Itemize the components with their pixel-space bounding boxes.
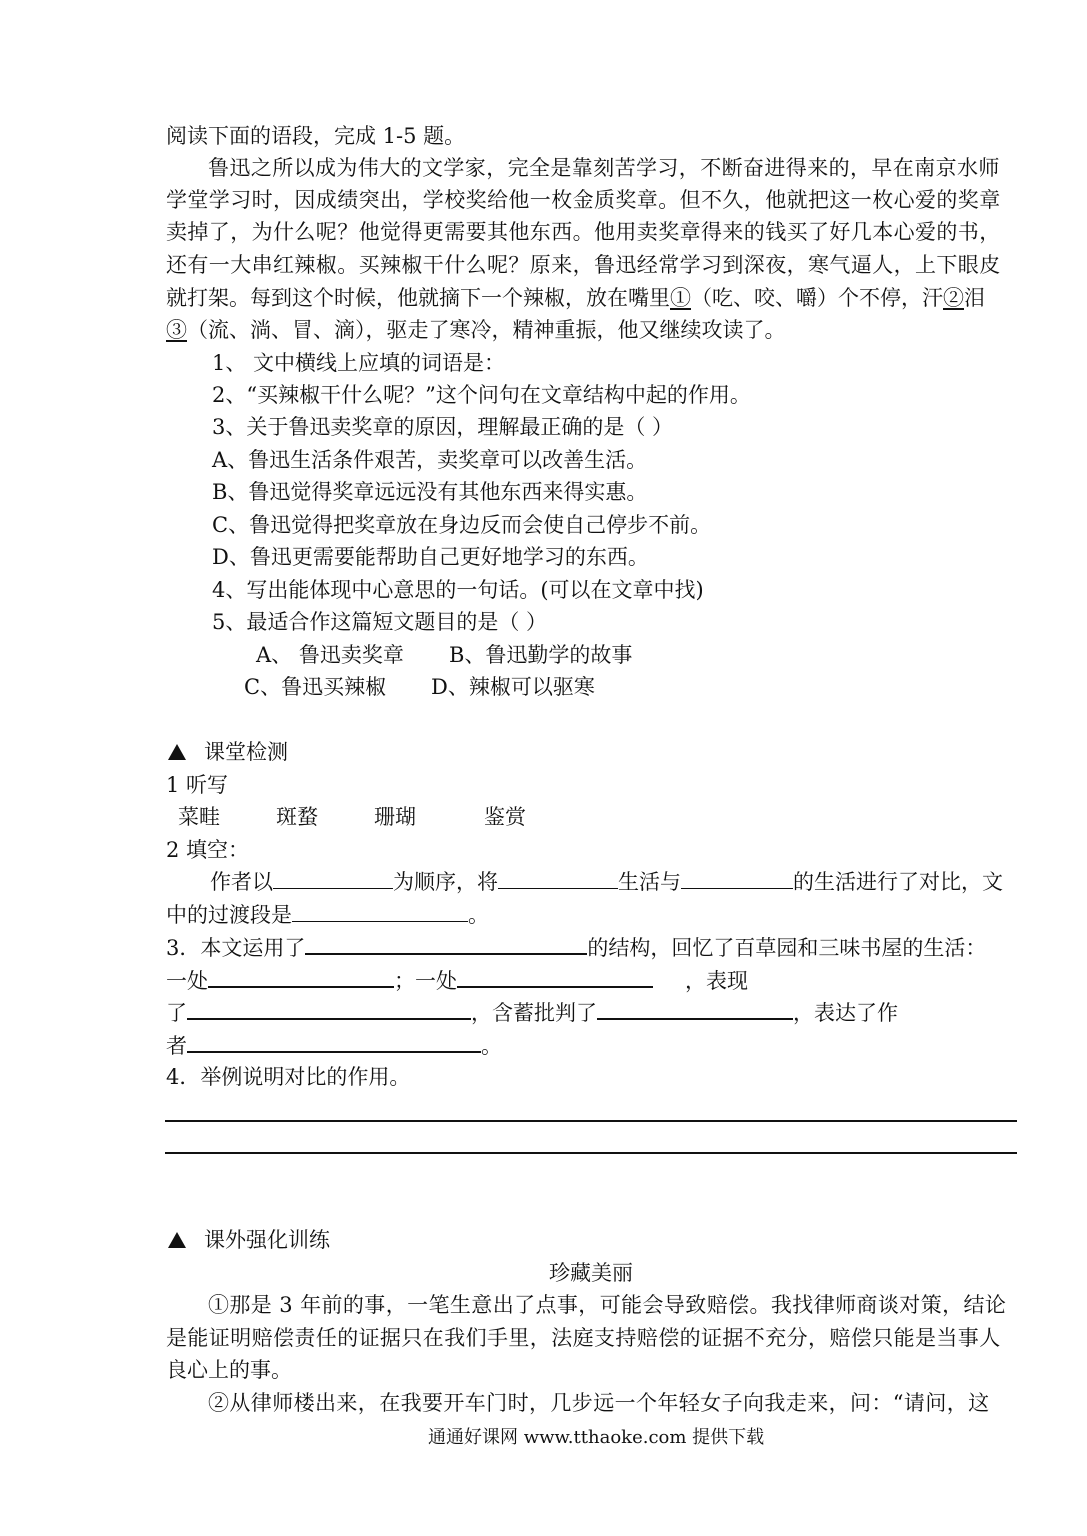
dictation-word: 鉴赏 bbox=[484, 805, 526, 829]
reading-para-line-6 bbox=[166, 316, 786, 344]
question-4: 4、写出能体现中心意思的一句话。(可以在文章中找) bbox=[212, 578, 704, 602]
q3-line-1: 3．本文运用了 的结构，回忆了百草园和三味书屋的生活： bbox=[166, 933, 986, 962]
q5-option-b: B、鲁迅勤学的故事 bbox=[449, 643, 633, 667]
blank-mark-3: ③ bbox=[166, 318, 187, 342]
q5-option-a: A、 鲁迅卖奖章 bbox=[256, 643, 404, 667]
answer-line[interactable] bbox=[165, 1120, 1017, 1122]
option-a: A、鲁迅生活条件艰苦，卖奖章可以改善生活。 bbox=[212, 448, 648, 472]
reading-para-line-5 bbox=[166, 284, 985, 312]
article-para-line: 是能证明赔偿责任的证据只在我们手里，法庭支持赔偿的证据不充分，赔偿只能是当事人 bbox=[166, 1326, 1001, 1350]
blank-field[interactable] bbox=[457, 966, 653, 988]
fill-label: 2 填空： bbox=[166, 838, 250, 862]
reading-text: （流、淌、冒、滴），驱走了寒冷，精神重振，他又继续攻读了。 bbox=[187, 318, 786, 342]
section-heading-extra: 课外强化训练 bbox=[168, 1226, 330, 1254]
question-1: 1、 文中横线上应填的词语是： bbox=[212, 351, 506, 375]
blank-field[interactable] bbox=[208, 966, 394, 988]
reading-text: （吃、咬、嚼）个不停，汗 bbox=[691, 286, 943, 310]
fill-line-2: 中的过渡段是 。 bbox=[166, 903, 489, 927]
blank-field[interactable] bbox=[292, 901, 468, 922]
blank-field[interactable] bbox=[498, 868, 618, 889]
q3-line-4: 者 。 bbox=[166, 1031, 502, 1060]
q3-line-3: 了 ，含蓄批判了 ，表达了作 bbox=[166, 998, 898, 1027]
question-5: 5、最适合作这篇短文题目的是（ ） bbox=[212, 610, 548, 634]
blank-field[interactable] bbox=[305, 933, 587, 955]
answer-line[interactable] bbox=[165, 1152, 1017, 1154]
reading-para-line: 卖掉了，为什么呢？他觉得更需要其他东西。他用卖奖章得来的钱买了好几本心爱的书， bbox=[166, 220, 1001, 244]
blank-field[interactable] bbox=[597, 998, 793, 1020]
q5-option-d: D、辣椒可以驱寒 bbox=[431, 675, 595, 699]
question-3: 3、关于鲁迅卖奖章的原因，理解最正确的是（ ） bbox=[212, 415, 674, 439]
option-b: B、鲁迅觉得奖章远远没有其他东西来得实惠。 bbox=[212, 480, 648, 504]
triangle-bullet-icon bbox=[168, 744, 186, 760]
q3-line-2: 一处 ；一处 ，表现 bbox=[166, 966, 748, 995]
blank-field[interactable] bbox=[187, 998, 471, 1020]
dictation-word: 珊瑚 bbox=[374, 805, 416, 829]
article-para-line: 良心上的事。 bbox=[166, 1358, 292, 1382]
dictation-word: 斑蝥 bbox=[276, 805, 318, 829]
reading-text: 就打架。每到这个时候，他就摘下一个辣椒，放在嘴里 bbox=[166, 286, 670, 310]
page-footer: 通通好课网 www.tthaoke.com 提供下载 bbox=[428, 1427, 765, 1448]
option-d: D、鲁迅更需要能帮助自己更好地学习的东西。 bbox=[212, 545, 649, 569]
dictation-word: 菜畦 bbox=[178, 805, 220, 829]
section-heading-classroom: 课堂检测 bbox=[168, 738, 288, 766]
reading-para-line: 还有一大串红辣椒。买辣椒干什么呢？原来，鲁迅经常学习到深夜，寒气逼人，上下眼皮 bbox=[166, 253, 1001, 277]
reading-para-line: 学堂学习时，因成绩突出，学校奖给他一枚金质奖章。但不久，他就把这一枚心爱的奖章 bbox=[166, 188, 1001, 212]
article-title: 珍藏美丽 bbox=[549, 1261, 633, 1285]
article-para-line: ②从律师楼出来，在我要开车门时，几步远一个年轻女子向我走来，问：“请问，这 bbox=[208, 1391, 990, 1415]
blank-field[interactable] bbox=[681, 868, 793, 889]
blank-mark-2: ② bbox=[943, 286, 964, 310]
reading-intro: 阅读下面的语段，完成 1-5 题。 bbox=[166, 124, 466, 148]
blank-field[interactable] bbox=[187, 1031, 481, 1053]
blank-mark-1: ① bbox=[670, 286, 691, 310]
triangle-bullet-icon bbox=[168, 1232, 186, 1248]
reading-para-line: 鲁迅之所以成为伟大的文学家，完全是靠刻苦学习，不断奋进得来的，早在南京水师 bbox=[208, 156, 1000, 180]
question-4-example: 4．举例说明对比的作用。 bbox=[166, 1065, 411, 1089]
dictation-label: 1 听写 bbox=[166, 773, 229, 797]
article-para-line: ①那是 3 年前的事，一笔生意出了点事，可能会导致赔偿。我找律师商谈对策，结论 bbox=[208, 1293, 1007, 1317]
q5-option-c: C、鲁迅买辣椒 bbox=[244, 675, 387, 699]
option-c: C、鲁迅觉得把奖章放在身边反而会使自己停步不前。 bbox=[212, 513, 712, 537]
blank-field[interactable] bbox=[273, 868, 393, 889]
reading-text: 泪 bbox=[964, 286, 985, 310]
fill-line-1: 作者以 为顺序，将 生活与 的生活进行了对比，文 bbox=[210, 870, 1003, 894]
question-2: 2、“买辣椒干什么呢？”这个问句在文章结构中起的作用。 bbox=[212, 383, 751, 407]
